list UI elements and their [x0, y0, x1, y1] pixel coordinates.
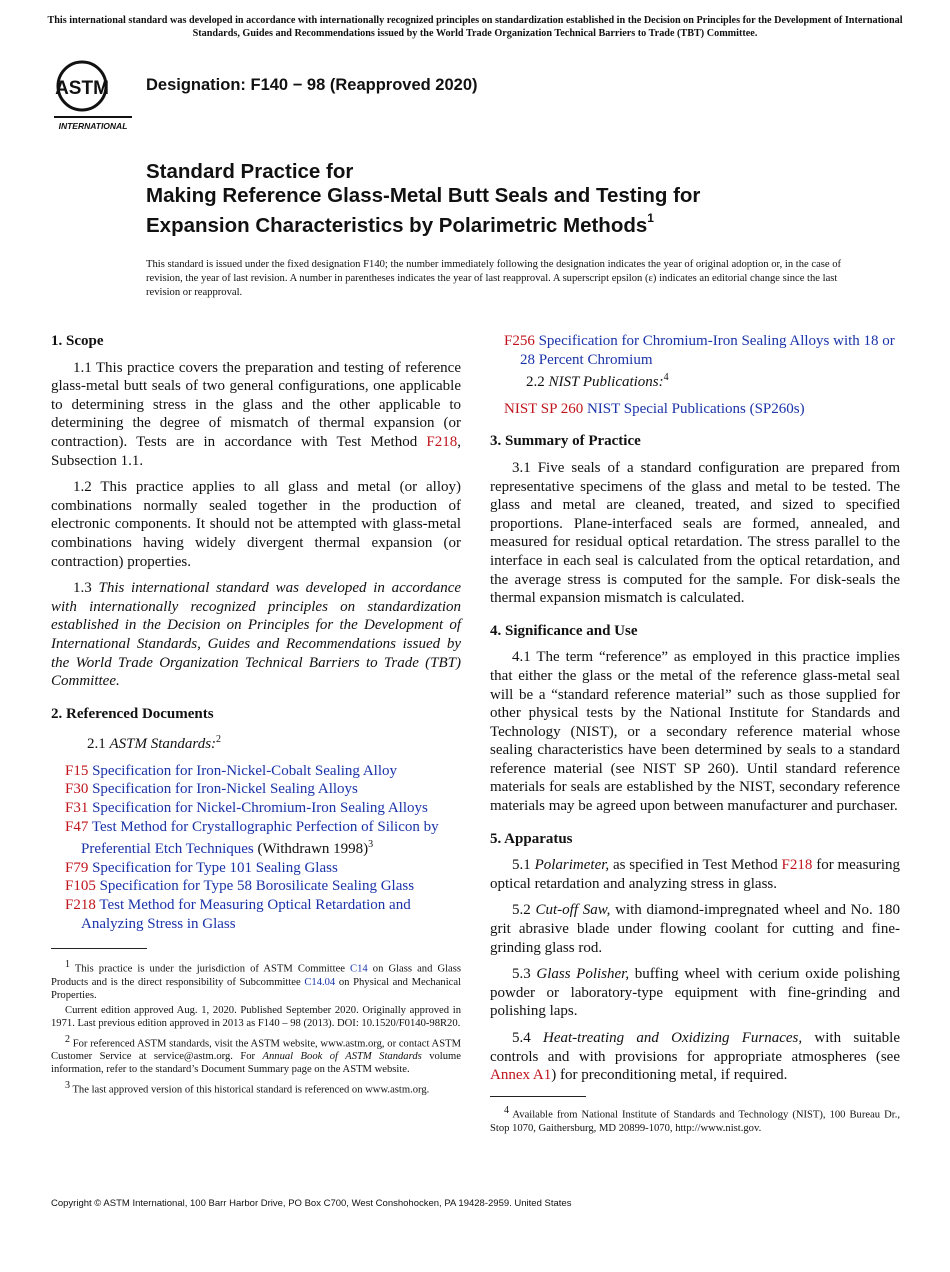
ref-item-f105[interactable] [51, 877, 461, 896]
fn1-text-a: This practice is under the jurisdiction of ASTM Committee [70, 963, 351, 975]
fn3-text: The last approved version of this historical standard is referenced on www.astm.org. [70, 1084, 430, 1096]
summary-heading: 3. Summary of Practice [490, 433, 641, 450]
logo-subtitle: INTERNATIONAL [58, 121, 128, 131]
ref-title[interactable]: Specification for Type 58 Borosilicate Sealing Glass [99, 878, 415, 895]
ref-title[interactable]: Specification for Chromium-Iron Sealing Alloys with 18 or 28 Percent Chromium [520, 333, 895, 368]
title-line-3-text: Expansion Characteristics by Polarimetric Methods [146, 213, 648, 237]
title-line-2: Making Reference Glass-Metal Butt Seals and Testing for [146, 184, 701, 207]
ap-p4-term: Heat-treating and Oxidizing Furnaces, [543, 1030, 803, 1046]
ap-p2-term: Cut-off Saw, [535, 902, 611, 919]
fn4-mark: 4 [504, 1105, 509, 1116]
annex-a1-link[interactable]: Annex A1 [490, 1067, 552, 1084]
ref-code[interactable]: F30 [65, 781, 89, 798]
ap-p4-num: 5.4 [512, 1030, 544, 1046]
ref-title[interactable]: Specification for Type 101 Sealing Glass [92, 859, 338, 876]
title-footnote-mark: 1 [647, 211, 654, 225]
footnotes-left [51, 958, 461, 1098]
ref-title[interactable]: Specification for Iron-Nickel-Cobalt Sealing Alloy [92, 762, 398, 779]
f218-link[interactable]: F218 [426, 433, 458, 450]
designation: Designation: F140 − 98 (Reapproved 2020) [146, 76, 478, 94]
astm-label-sup: 2 [216, 734, 222, 746]
top-notice: This international standard was developed in accordance with internationally recognized principles on standardization established in the Decision on Principles for the Development of International Standards, Guides and Recommendations issued by the World Trade Organization Technical Barriers to Trade (TBT) Committee. [47, 15, 903, 39]
ap-p3-text: buffing wheel with cerium oxide polishing powder or laboratory-type equipment with fine-grinding and polishing laps. [490, 966, 901, 1020]
ref-title[interactable]: Specification for Nickel-Chromium-Iron Sealing Alloys [92, 800, 428, 817]
fn2-mark: 2 [65, 1033, 70, 1045]
issued-note: This standard is issued under the fixed designation F140; the number immediately following the designation indicates the year of original adoption or, in the case of revision, the year of last revision. A number in parentheses indicates the year of last reapproval. A superscript epsilon (ε) indicates an editorial change since the last revision or reapproval. [146, 259, 842, 298]
logo-letters: ASTM [55, 78, 109, 99]
ref-code[interactable]: F256 [504, 333, 535, 349]
fn2-italic: Annual Book of ASTM Standards [262, 1051, 422, 1063]
apparatus-para-5-3 [490, 965, 900, 1021]
apparatus-heading: 5. Apparatus [490, 830, 573, 847]
ref-sup: 3 [368, 839, 374, 851]
c14-04-link[interactable]: C14.04 [304, 976, 336, 988]
fn1-text-c: on Physical and Mechanical Properties. [51, 976, 461, 1001]
ref-code[interactable]: F105 [65, 878, 96, 895]
ref-code[interactable]: F31 [65, 800, 89, 817]
scope-para-1-1 [51, 359, 461, 471]
ap-p4-text: with suitable controls and with provisions for appropriate atmospheres (see [490, 1030, 900, 1065]
right-column [490, 332, 900, 1093]
left-column [51, 332, 461, 933]
ap-p3-num: 5.3 [512, 966, 537, 983]
scope-p1-end: , Subsection 1.1. [51, 433, 461, 469]
ref-item-f256[interactable] [490, 332, 900, 369]
astm-logo [52, 58, 134, 132]
significance-para-4-1: 4.1 The term “reference” as employed in this practice implies that either the glass or the metal of the reference glass-metal seal will be a “standard reference material” such as those supplied for other physical tests by the National Institute for Standards and Technology (NIST), or a secondary reference material whose sealing characteristics have been determined by seals to a standard reference material (see NIST SP 260). Until standard reference materials for seals are established by the NIST, secondary reference materials may be agreed upon between manufacturer and purchaser. [490, 649, 900, 815]
astm-label-text: ASTM Standards: [109, 736, 217, 753]
apparatus-para-5-2 [490, 901, 900, 957]
significance-heading: 4. Significance and Use [490, 622, 638, 639]
ref-withdrawn-note: (Withdrawn 1998) [253, 841, 369, 858]
title-line-1: Standard Practice for [146, 160, 354, 183]
ref-item-f31[interactable] [51, 799, 461, 818]
ref-code[interactable]: F79 [65, 859, 89, 876]
ref-item-f47[interactable] [51, 818, 461, 859]
fn2-text-a: For referenced ASTM standards, visit the ASTM website, www.astm.org, or contact ASTM Customer Service at service@astm.org. For [51, 1038, 461, 1063]
document-title [146, 160, 906, 238]
ap-p1-term: Polarimeter, [534, 857, 610, 874]
fn1-mark: 1 [65, 959, 70, 970]
ref-code[interactable]: F218 [65, 897, 96, 914]
ap-p1-num: 5.1 [512, 857, 535, 874]
footnotes-right [490, 1104, 900, 1137]
ap-p4-end: ) for preconditioning metal, if required. [551, 1067, 788, 1084]
ref-code[interactable]: F15 [65, 762, 89, 779]
ref-code[interactable]: NIST SP 260 [504, 400, 584, 417]
footnote-rule-left [51, 948, 147, 949]
ap-p1-text: as specified in Test Method [609, 857, 782, 874]
fn2-text-b: volume information, refer to the standard’s Document Summary page on the ASTM website. [51, 1051, 461, 1076]
fn3-mark: 3 [65, 1079, 70, 1091]
ref-title[interactable]: Specification for Iron-Nickel Sealing Alloys [92, 781, 358, 798]
astm-standards-label [51, 731, 461, 754]
footnote-rule-right [490, 1096, 586, 1097]
apparatus-para-5-4 [490, 1029, 900, 1085]
scope-p1-text: 1.1 This practice covers the preparation and testing of reference glass-metal butt seals of two general configurations, one applicable to determining stress in the glass and the other applicable to determining the degree of mismatch of thermal expansion (or contraction). Tests are in accordance with Test Method [51, 359, 461, 450]
fn1-text-b: on Glass and Glass Products and is the direct responsibility of Subcommittee [51, 963, 461, 988]
scope-para-1-3 [51, 579, 461, 691]
footnote-2 [51, 1033, 461, 1077]
ref-title[interactable]: Test Method for Crystallographic Perfection of Silicon by Preferential Etch Techniques [81, 818, 439, 858]
apparatus-para-5-1 [490, 856, 900, 893]
ref-item-f30[interactable] [51, 780, 461, 799]
ref-item-f15[interactable] [51, 762, 461, 781]
ref-title[interactable]: Test Method for Measuring Optical Retardation and Analyzing Stress in Glass [81, 897, 411, 932]
title-line-3 [146, 208, 906, 238]
ref-code[interactable]: F47 [65, 818, 89, 835]
scope-p3-text: This international standard was developed in accordance with internationally recognized principles on standardization established in the Decision on Principles for the Development of International Standards, Guides and Recommendations issued by the World Trade Organization Technical Barriers to Trade (TBT) Committee. [51, 580, 462, 690]
scope-para-1-2: 1.2 This practice applies to all glass and metal (or alloy) combinations normally sealed together in the production of electronic components. It should not be attempted with glass-metal combinations having widely divergent thermal expansion (or contraction) properties. [51, 479, 461, 570]
nist-publications-label [490, 369, 900, 392]
ap-p2-num: 5.2 [512, 902, 536, 919]
copyright-line: Copyright © ASTM International, 100 Barr Harbor Drive, PO Box C700, West Conshohocken, PA 19428-2959. United States [51, 1198, 572, 1209]
f218-link[interactable]: F218 [781, 857, 813, 874]
c14-link[interactable]: C14 [350, 963, 368, 975]
fn4-text: Available from National Institute of Standards and Technology (NIST), 100 Bureau Dr., Stop 1070, Gaithersburg, MD 20899-1070, http://www.nist.gov. [490, 1109, 900, 1134]
ref-item-nist-sp-260[interactable] [490, 400, 900, 419]
footnote-4 [490, 1104, 900, 1135]
ref-item-f218[interactable] [51, 896, 461, 933]
referenced-heading: 2. Referenced Documents [51, 705, 214, 722]
ref-item-f79[interactable] [51, 859, 461, 878]
ap-p3-term: Glass Polisher, [536, 966, 630, 983]
footnote-3 [51, 1079, 461, 1097]
astm-label-num: 2.1 [87, 736, 110, 753]
ref-title[interactable]: NIST Special Publications (SP260s) [586, 400, 805, 417]
nist-label-text: NIST Publications: [548, 374, 664, 391]
nist-label-sup: 4 [663, 372, 669, 384]
nist-label-num: 2.2 [526, 374, 549, 391]
footnote-1 [51, 958, 461, 1002]
scope-heading: 1. Scope [51, 333, 104, 349]
ap-p1-end: for measuring optical retardation and analyzing stress in glass. [490, 857, 900, 892]
ap-p2-text: with diamond-impregnated wheel and No. 180 grit abrasive blade under flowing coolant for cutting and fine-grinding glass rod. [490, 902, 901, 956]
scope-p3-num: 1.3 [73, 580, 99, 597]
summary-para-3-1: 3.1 Five seals of a standard configuration are prepared from representative specimens of the glass and metal to be tested. The glass and metal are cleaned, treated, and sized to specified proportions. Plane-interfaced seals are formed, annealed, and measured for residual optical retardation. The stress parallel to the interface in each seal is calculated from the optical retardation, and the average stress is computed for the sample. For disk-seals the thermal expansion mismatch is calculated. [490, 459, 900, 607]
footnote-edition: Current edition approved Aug. 1, 2020. Published September 2020. Originally approved in 1971. Last previous edition approved in 2013 as F140 – 98 (2013). DOI: 10.1520/F0140-98R20. [51, 1005, 461, 1030]
